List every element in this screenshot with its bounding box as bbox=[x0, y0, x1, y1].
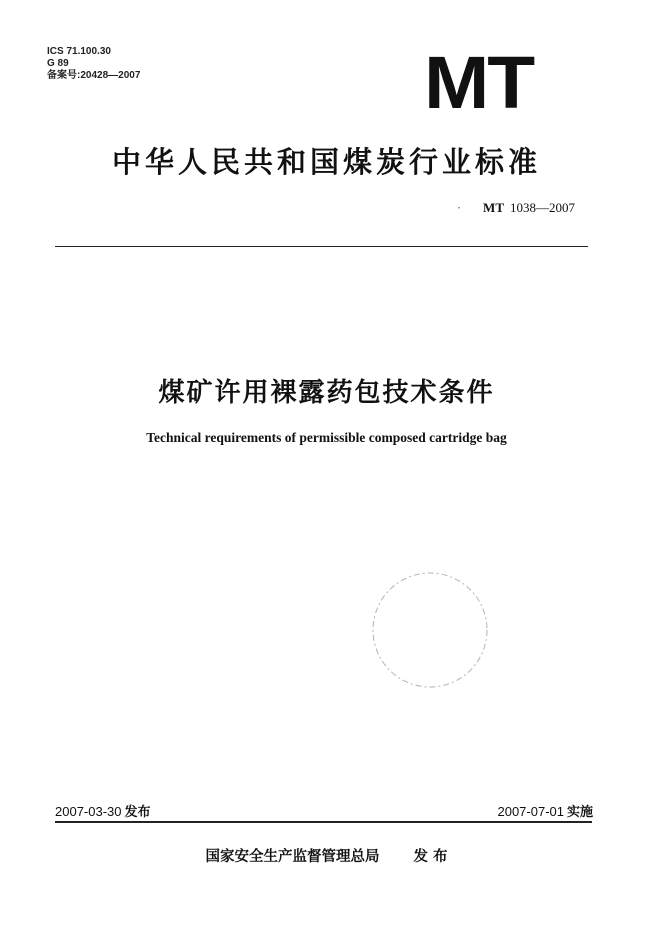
record-number: 备案号:20428—2007 bbox=[47, 70, 141, 81]
document-title-cn: 煤矿许用裸露药包技术条件 bbox=[158, 378, 495, 408]
top-divider bbox=[55, 246, 588, 247]
bottom-divider bbox=[55, 821, 592, 823]
standard-code-prefix: MT bbox=[483, 200, 504, 215]
publish-date-value: 2007-03-30 bbox=[55, 804, 122, 819]
category-code: G 89 bbox=[47, 58, 69, 69]
issuer-name: 国家安全生产监督管理总局 bbox=[205, 849, 380, 865]
seal-stamp bbox=[368, 568, 492, 692]
effective-date bbox=[497, 801, 593, 820]
issuer bbox=[0, 845, 653, 866]
effective-label: 实施 bbox=[566, 805, 593, 820]
effective-date-value: 2007-07-01 bbox=[497, 804, 564, 819]
standard-code-number: 1038—2007 bbox=[510, 200, 575, 215]
document-title-en: Technical requirements of permissible composed cartridge bag bbox=[146, 430, 507, 445]
standard-code: · MT 1038—2007 bbox=[456, 200, 575, 215]
issuer-action: 发 布 bbox=[413, 849, 448, 865]
publish-date bbox=[55, 801, 151, 820]
publish-label: 发布 bbox=[124, 805, 151, 820]
document-metadata bbox=[47, 46, 140, 82]
mt-logo: MT bbox=[424, 41, 534, 124]
standard-title: 中华人民共和国煤炭行业标准 bbox=[111, 145, 541, 179]
ics-code: ICS 71.100.30 bbox=[47, 46, 111, 57]
